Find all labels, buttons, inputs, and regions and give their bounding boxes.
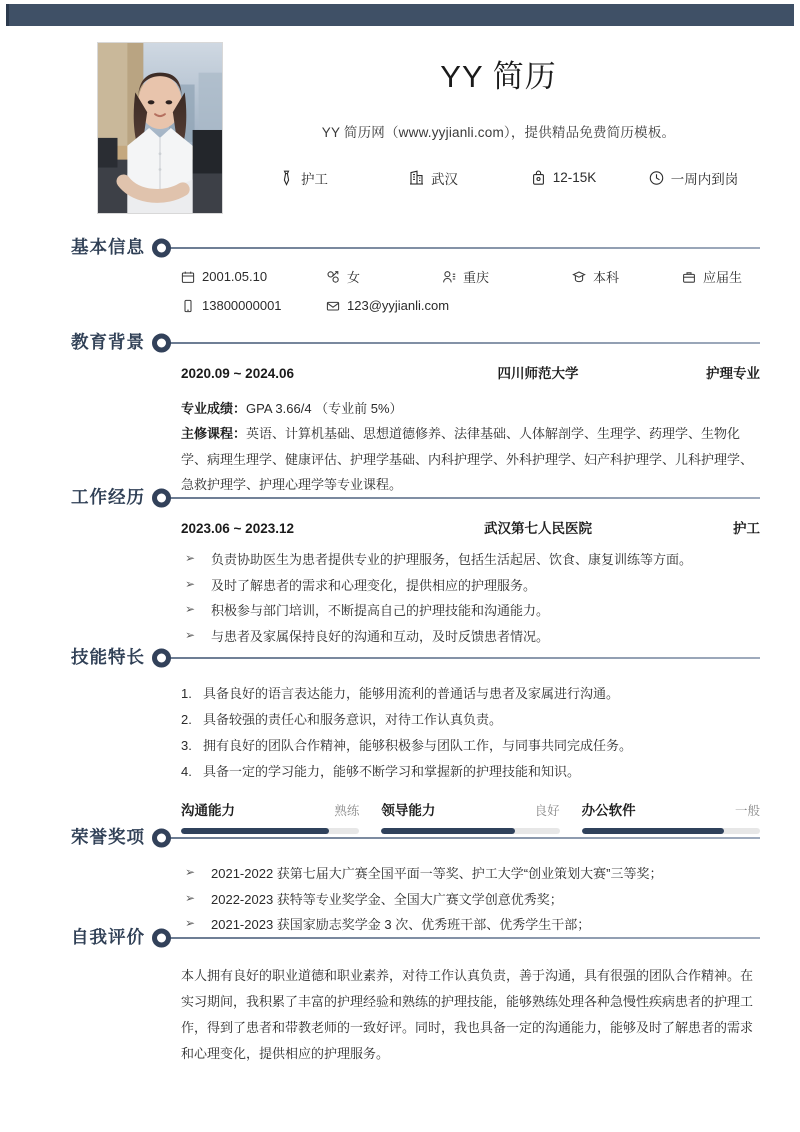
mail-icon: [326, 299, 340, 313]
info-email-value: 123@yyjianli.com: [347, 298, 450, 313]
list-item: 具备较强的责任心和服务意识，对待工作认真负责。: [203, 712, 503, 727]
section-rule: [168, 937, 760, 939]
education-date: 2020.09 ~ 2024.06: [181, 366, 294, 381]
list-item: ➢ 2022-2023 获特等专业奖学金、全国大广赛文学创意优秀奖；: [181, 887, 760, 913]
top-accent-bar: [6, 4, 794, 26]
meta-salary: [499, 170, 629, 186]
list-item: ➢ 积极参与部门培训，不断提高自己的护理技能和沟通能力。: [181, 598, 760, 624]
section-body-basic: [181, 261, 760, 316]
skill-name: 沟通能力: [181, 803, 235, 818]
salary-icon: [531, 170, 546, 186]
info-phone-value: 13800000001: [202, 298, 282, 313]
person-icon: [442, 270, 456, 284]
skill-name: 办公软件: [581, 803, 636, 818]
education-entry-row: [181, 362, 760, 382]
section-header-education: [0, 330, 800, 356]
skill-name: 领导能力: [381, 803, 436, 818]
header-meta-row: [233, 168, 764, 188]
info-hometown: [442, 267, 572, 286]
info-gender: [326, 267, 442, 286]
section-bullet-dot: [152, 489, 171, 508]
work-company: 武汉第七人民医院: [484, 521, 592, 536]
work-role: 护工: [733, 521, 760, 536]
list-item: 拥有良好的团队合作精神，能够积极参与团队工作，与同事共同完成任务。: [203, 738, 633, 753]
section-rule: [168, 657, 760, 659]
section-honors: [0, 825, 800, 938]
meta-city: [369, 168, 499, 188]
section-title-work: 工作经历: [71, 487, 145, 508]
section-bullet-dot: [152, 649, 171, 668]
education-gpa-value: GPA 3.66/4 （专业前 5%）: [246, 401, 403, 416]
section-title-skills: 技能特长: [71, 647, 145, 668]
info-row-1: [181, 267, 760, 286]
info-hometown-value: 重庆: [463, 270, 490, 285]
list-item: ➢ 2021-2023 获国家励志奖学金 3 次、优秀班干部、优秀学生干部；: [181, 912, 760, 938]
work-bullet-list: [181, 547, 760, 650]
skills-numbered-list: [181, 681, 760, 785]
list-item: ➢ 负责协助医生为患者提供专业的护理服务，包括生活起居、饮食、康复训练等方面。: [181, 547, 760, 573]
calendar-icon: [181, 270, 195, 284]
header-text: [223, 42, 800, 188]
section-rule: [168, 837, 760, 839]
section-title-honors: 荣誉奖项: [71, 827, 145, 848]
skill-level: 良好: [534, 804, 560, 818]
list-item: 具备一定的学习能力，能够不断学习和掌握新的护理技能和知识。: [203, 764, 581, 779]
meta-availability-label: 一周内到岗: [670, 171, 739, 187]
section-header-skills: [0, 645, 800, 671]
resume-header: [0, 42, 800, 222]
section-header-basic: [0, 235, 800, 261]
education-gpa-line: [181, 396, 760, 421]
info-birthday-value: 2001.05.10: [202, 269, 268, 284]
meta-availability: [629, 168, 759, 188]
section-body-education: [181, 356, 760, 497]
info-job-status-value: 应届生: [703, 270, 743, 285]
info-phone: [181, 298, 326, 313]
phone-icon: [181, 299, 195, 313]
info-birthday: [181, 267, 326, 286]
section-work: [0, 485, 800, 650]
section-header-work: [0, 485, 800, 511]
info-job-status: [682, 267, 742, 286]
graduation-icon: [572, 270, 586, 284]
info-email: [326, 298, 449, 313]
work-date: 2023.06 ~ 2023.12: [181, 521, 294, 536]
meta-city-label: 武汉: [431, 171, 458, 187]
education-courses-value: 英语、计算机基础、思想道德修养、法律基础、人体解剖学、生理学、药理学、生物化学、病理生理学、健康评估、护理学基础、内科护理学、外科护理学、妇产科护理学、儿科护理学、急救护理学、护理心理学等专业课程。: [181, 426, 754, 493]
list-item: ➢ 及时了解患者的需求和心理变化，提供相应的护理服务。: [181, 573, 760, 599]
info-gender-value: 女: [347, 270, 361, 285]
section-title-basic: 基本信息: [71, 237, 145, 258]
section-evaluation: [0, 925, 800, 1067]
education-courses-label: 主修课程：: [181, 426, 247, 442]
section-rule: [168, 342, 760, 344]
section-bullet-dot: [152, 829, 171, 848]
skill-level: 熟练: [334, 804, 360, 818]
list-item: ➢ 与患者及家属保持良好的沟通和互动，及时反馈患者情况。: [181, 624, 760, 650]
info-row-2: [181, 298, 760, 313]
page-title: YY 简历: [440, 59, 557, 94]
section-skills: [0, 645, 800, 834]
education-gpa-label: 专业成绩：: [181, 401, 247, 416]
section-bullet-dot: [152, 929, 171, 948]
section-header-evaluation: [0, 925, 800, 951]
info-degree: [572, 267, 682, 286]
work-entry-row: [181, 517, 760, 537]
section-bullet-dot: [152, 239, 171, 258]
section-body-skills: [181, 671, 760, 834]
meta-position: [239, 168, 369, 188]
skill-level: 一般: [734, 804, 760, 818]
tie-icon: [279, 170, 294, 186]
evaluation-text: 本人拥有良好的职业道德和职业素养，对待工作认真负责，善于沟通，具有很强的团队合作精神。在实习期间，我积累了丰富的护理经验和熟练的护理技能，能够熟练处理各种急慢性疾病患者的护理工作，得到了患者和带教老师的一致好评。同时，我也具备一定的沟通能力，能够及时了解患者的需求和心理变化，提供相应的护理服务。: [181, 968, 754, 1061]
site-subtitle: YY 简历网（www.yyjianli.com），提供精品免费简历模板。: [321, 124, 676, 140]
section-body-work: [181, 511, 760, 650]
info-degree-value: 本科: [593, 270, 620, 285]
section-title-education: 教育背景: [71, 332, 145, 353]
section-rule: [168, 497, 760, 499]
section-bullet-dot: [152, 334, 171, 353]
education-school: 四川师范大学: [497, 366, 579, 381]
clock-icon: [649, 170, 664, 186]
education-major: 护理专业: [706, 366, 760, 381]
section-body-evaluation: [181, 951, 760, 1067]
list-item: ➢ 2021-2022 获第七届大广赛全国平面一等奖、护工大学“创业策划大赛”三等奖；: [181, 861, 760, 887]
gender-icon: [326, 270, 340, 284]
list-item: 具备良好的语言表达能力，能够用流利的普通话与患者及家属进行沟通。: [203, 686, 620, 701]
section-header-honors: [0, 825, 800, 851]
education-details: [181, 396, 760, 497]
building-icon: [409, 170, 424, 186]
section-rule: [168, 247, 760, 249]
section-education: [0, 330, 800, 497]
section-basic-info: [0, 235, 800, 316]
section-title-evaluation: 自我评价: [71, 927, 145, 948]
meta-salary-label: 12-15K: [552, 170, 597, 186]
meta-position-label: 护工: [301, 171, 328, 187]
avatar: [97, 42, 223, 214]
briefcase-icon: [682, 270, 696, 284]
